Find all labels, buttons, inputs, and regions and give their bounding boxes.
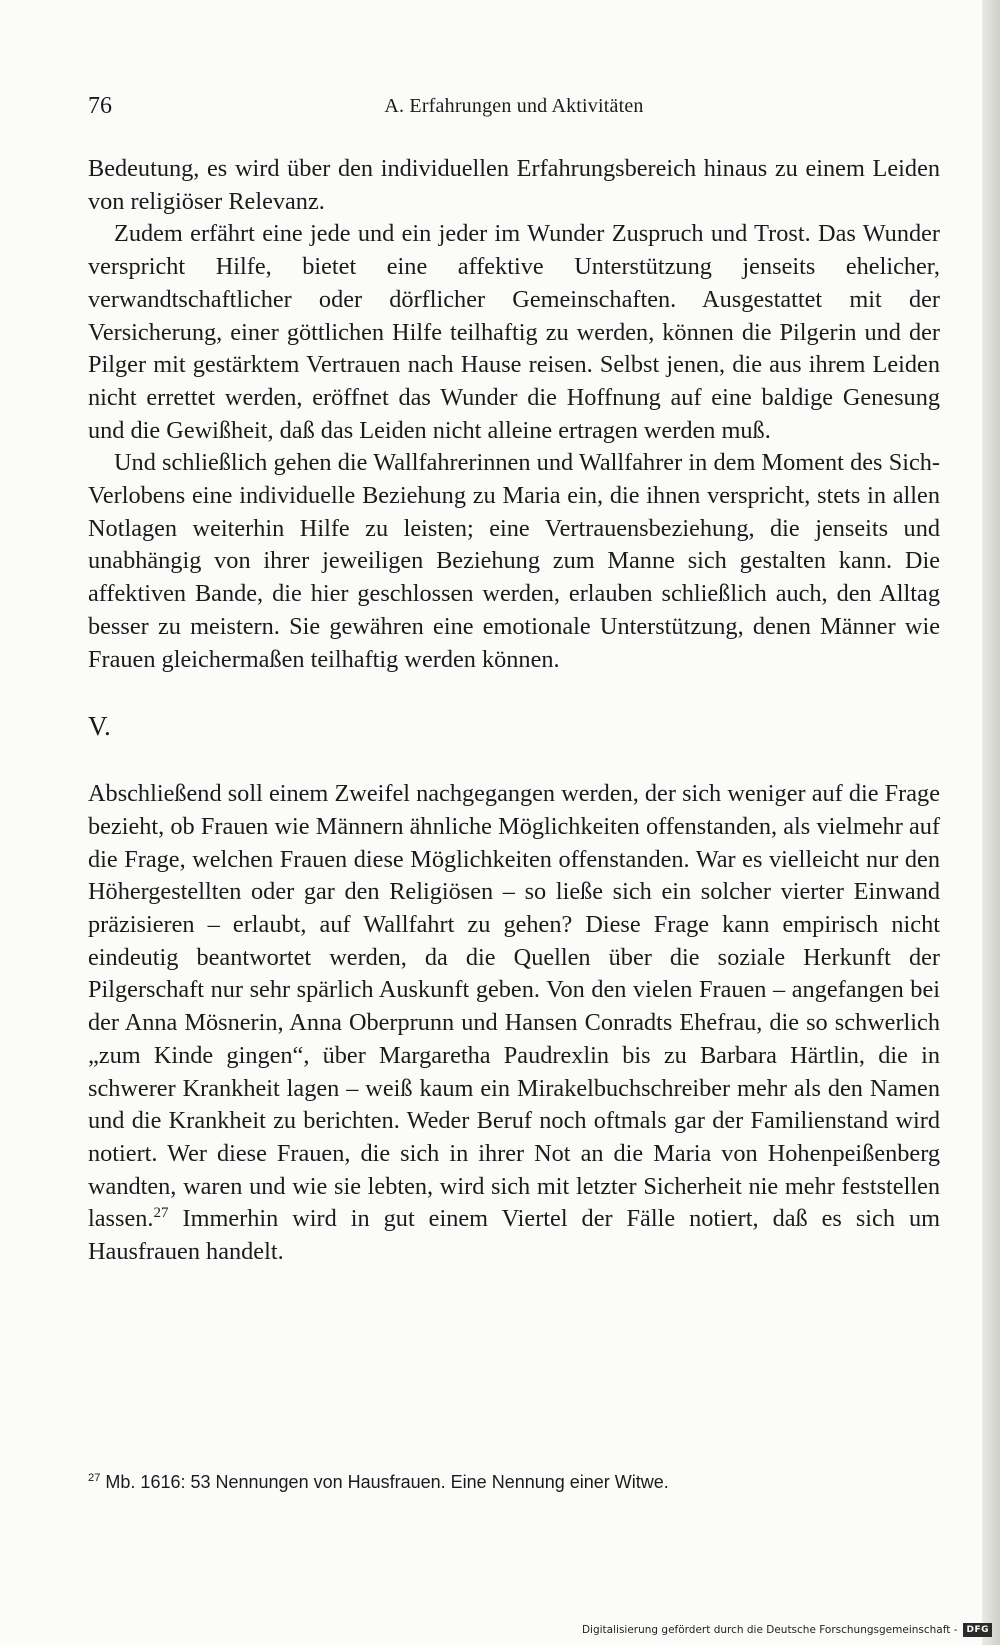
paragraph-text-after-note: Immerhin wird in gut einem Viertel der Fälle notiert, daß es sich um Hausfrauen handelt. (88, 1205, 940, 1266)
running-title: A. Erfahrungen und Aktivitäten (384, 95, 644, 117)
paragraph-abschliessend (88, 778, 940, 1269)
page-edge-shadow (982, 0, 1000, 1645)
paragraph-continuation: Bedeutung, es wird über den individuellen Erfahrungsbereich hinaus zu einem Leiden von religiöser Relevanz. (88, 155, 940, 215)
page-number: 76 (88, 93, 112, 119)
footnote-number: 27 (88, 1472, 101, 1484)
page-header (88, 88, 940, 124)
paragraph-beziehung: Und schließlich gehen die Wallfahrerinnen und Wallfahrer in dem Moment des Sich-Verlobens eine individuelle Beziehung zu Maria ein, die ihnen verspricht, stets in allen Notlagen weiterhin Hilfe zu leisten; eine Vertrauensbeziehung, die jenseits und unabhängig von ihrer jeweiligen Beziehung zum Manne sich gestalten kann. Die affektiven Bande, die hier geschlossen werden, erlauben schließlich auch, den Alltag besser zu meistern. Sie gewähren eine emotionale Unterstützung, denen Männer wie Frauen gleichermaßen teilhaftig werden können. (88, 449, 940, 673)
digitization-notice (582, 1621, 992, 1639)
paragraph-zuspruch: Zudem erfährt eine jede und ein jeder im Wunder Zuspruch und Trost. Das Wunder verspricht Hilfe, bietet eine affektive Unterstützung jenseits ehelicher, verwandtschaftlicher oder dörflicher Gemeinschaften. Ausgestattet mit der Versicherung, einer göttlichen Hilfe teilhaftig zu werden, können die Pilgerin und der Pilger mit gestärktem Vertrauen nach Hause reisen. Selbst jenen, die aus ihrem Leiden nicht errettet werden, eröffnet das Wunder die Hoffnung auf eine baldige Genesung und die Gewißheit, daß das Leiden nicht alleine ertragen werden muß. (88, 220, 940, 444)
footnote-text: Mb. 1616: 53 Nennungen von Hausfrauen. Eine Nennung einer Witwe. (100, 1472, 669, 1492)
section-heading: V. (88, 711, 111, 742)
footnote (88, 1469, 940, 1495)
body-text (88, 153, 940, 1269)
dfg-logo-icon: DFG (963, 1623, 992, 1637)
footnote-reference[interactable]: 27 (153, 1205, 169, 1222)
paragraph-text-before-note: Abschließend soll einem Zweifel nachgegangen werden, der sich weniger auf die Frage bezieht, ob Frauen wie Männern ähnliche Möglichkeiten offenstanden, als vielmehr auf die Frage, welchen Frauen diese Möglichkeiten offenstanden. War es vielleicht nur den Höhergestellten oder gar den Religiösen – so ließe sich ein solcher vierter Einwand präzisieren – erlaubt, auf Wallfahrt zu gehen? Diese Frage kann empirisch nicht eindeutig beantwortet werden, da die Quellen über die soziale Herkunft der Pilgerschaft nur sehr spärlich Auskunft geben. Von den vielen Frauen – angefangen bei der Anna Mösnerin, Anna Oberprunn und Hansen Conradts Ehefrau, die so schwerlich „zum Kinde gingen“, über Margaretha Paudrexlin bis zu Barbara Härtlin, die in schwerer Krankheit lagen – weiß kaum ein Mirakelbuchschreiber mehr als den Namen und die Krankheit zu berichten. Weder Beruf noch oftmals gar der Familienstand wird notiert. Wer diese Frauen, die sich in ihrer Not an die Maria von Hohenpeißenberg wandten, waren und wie sie lebten, wird sich mit letzter Sicherheit nie mehr feststellen lassen. (88, 780, 940, 1233)
digitization-text: Digitalisierung gefördert durch die Deutsche Forschungsgemeinschaft - (581, 1624, 958, 1636)
